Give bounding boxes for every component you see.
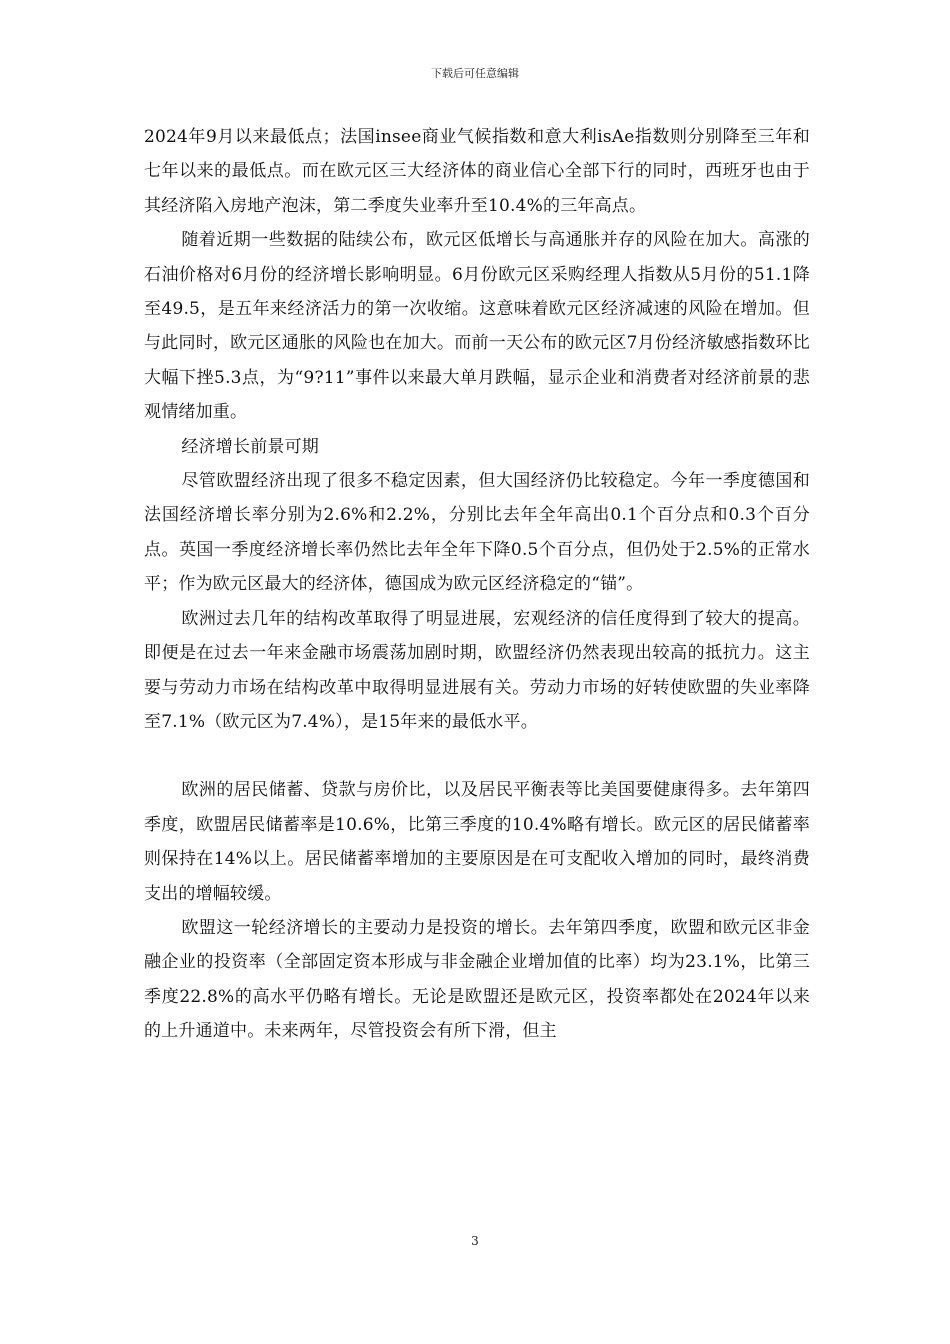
paragraph-household-savings: 欧洲的居民储蓄、贷款与房价比，以及居民平衡表等比美国要健康得多。去年第四季度，欧盟居民储蓄率是10.6%，比第三季度的10.4%略有增长。欧元区的居民储蓄率则保持在14%以上。居民储蓄率增加的主要原因是在可支配收入增加的同时，最终消费支出的增幅较缓。 <box>144 780 810 904</box>
document-body <box>144 120 810 1049</box>
section-heading: 经济增长前景可期 <box>181 436 319 457</box>
paragraph-inflation-risk: 随着近期一些数据的陆续公布，欧元区低增长与高通胀并存的风险在加大。高涨的石油价格对6月份的经济增长影响明显。6月份欧元区采购经理人指数从5月份的51.1降至49.5，是五年来经济活力的第一次收缩。这意味着欧元区经济减速的风险在增加。但与此同时，欧元区通胀的风险也在加大。而前一天公布的欧元区7月份经济敏感指数环比大幅下挫5.3点，为“9?11”事件以来最大单月跌幅，显示企业和消费者对经济前景的悲观情绪加重。 <box>144 230 810 423</box>
page-header: 下载后可任意编辑 <box>431 67 519 80</box>
paragraph-continuation: 2024年9月以来最低点；法国insee商业气候指数和意大利isAe指数则分别降至三年和七年以来的最低点。而在欧元区三大经济体的商业信心全部下行的同时，西班牙也由于其经济陷入房地产泡沫，第二季度失业率升至10.4%的三年高点。 <box>144 127 810 216</box>
page-number: 3 <box>471 1234 479 1248</box>
paragraph-gap <box>144 739 810 773</box>
paragraph-investment-growth: 欧盟这一轮经济增长的主要动力是投资的增长。去年第四季度，欧盟和欧元区非金融企业的投资率（全部固定资本形成与非金融企业增加值的比率）均为23.1%，比第三季度22.8%的高水平仍略有增长。无论是欧盟还是欧元区，投资率都处在2024年以来的上升通道中。未来两年，尽管投资会有所下滑，但主 <box>144 917 810 1042</box>
paragraph-structural-reform: 欧洲过去几年的结构改革取得了明显进展，宏观经济的信任度得到了较大的提高。即便是在过去一年来金融市场震荡加剧时期，欧盟经济仍然表现出较高的抵抗力。这主要与劳动力市场在结构改革中取得明显进展有关。劳动力市场的好转使欧盟的失业率降至7.1%（欧元区为7.4%），是15年来的最低水平。 <box>144 608 810 732</box>
paragraph-major-economies: 尽管欧盟经济出现了很多不稳定因素，但大国经济仍比较稳定。今年一季度德国和法国经济增长率分别为2.6%和2.2%，分别比去年全年高出0.1个百分点和0.3个百分点。英国一季度经济增长率仍然比去年全年下降0.5个百分点，但仍处于2.5%的正常水平；作为欧元区最大的经济体，德国成为欧元区经济稳定的“锚”。 <box>144 471 810 595</box>
